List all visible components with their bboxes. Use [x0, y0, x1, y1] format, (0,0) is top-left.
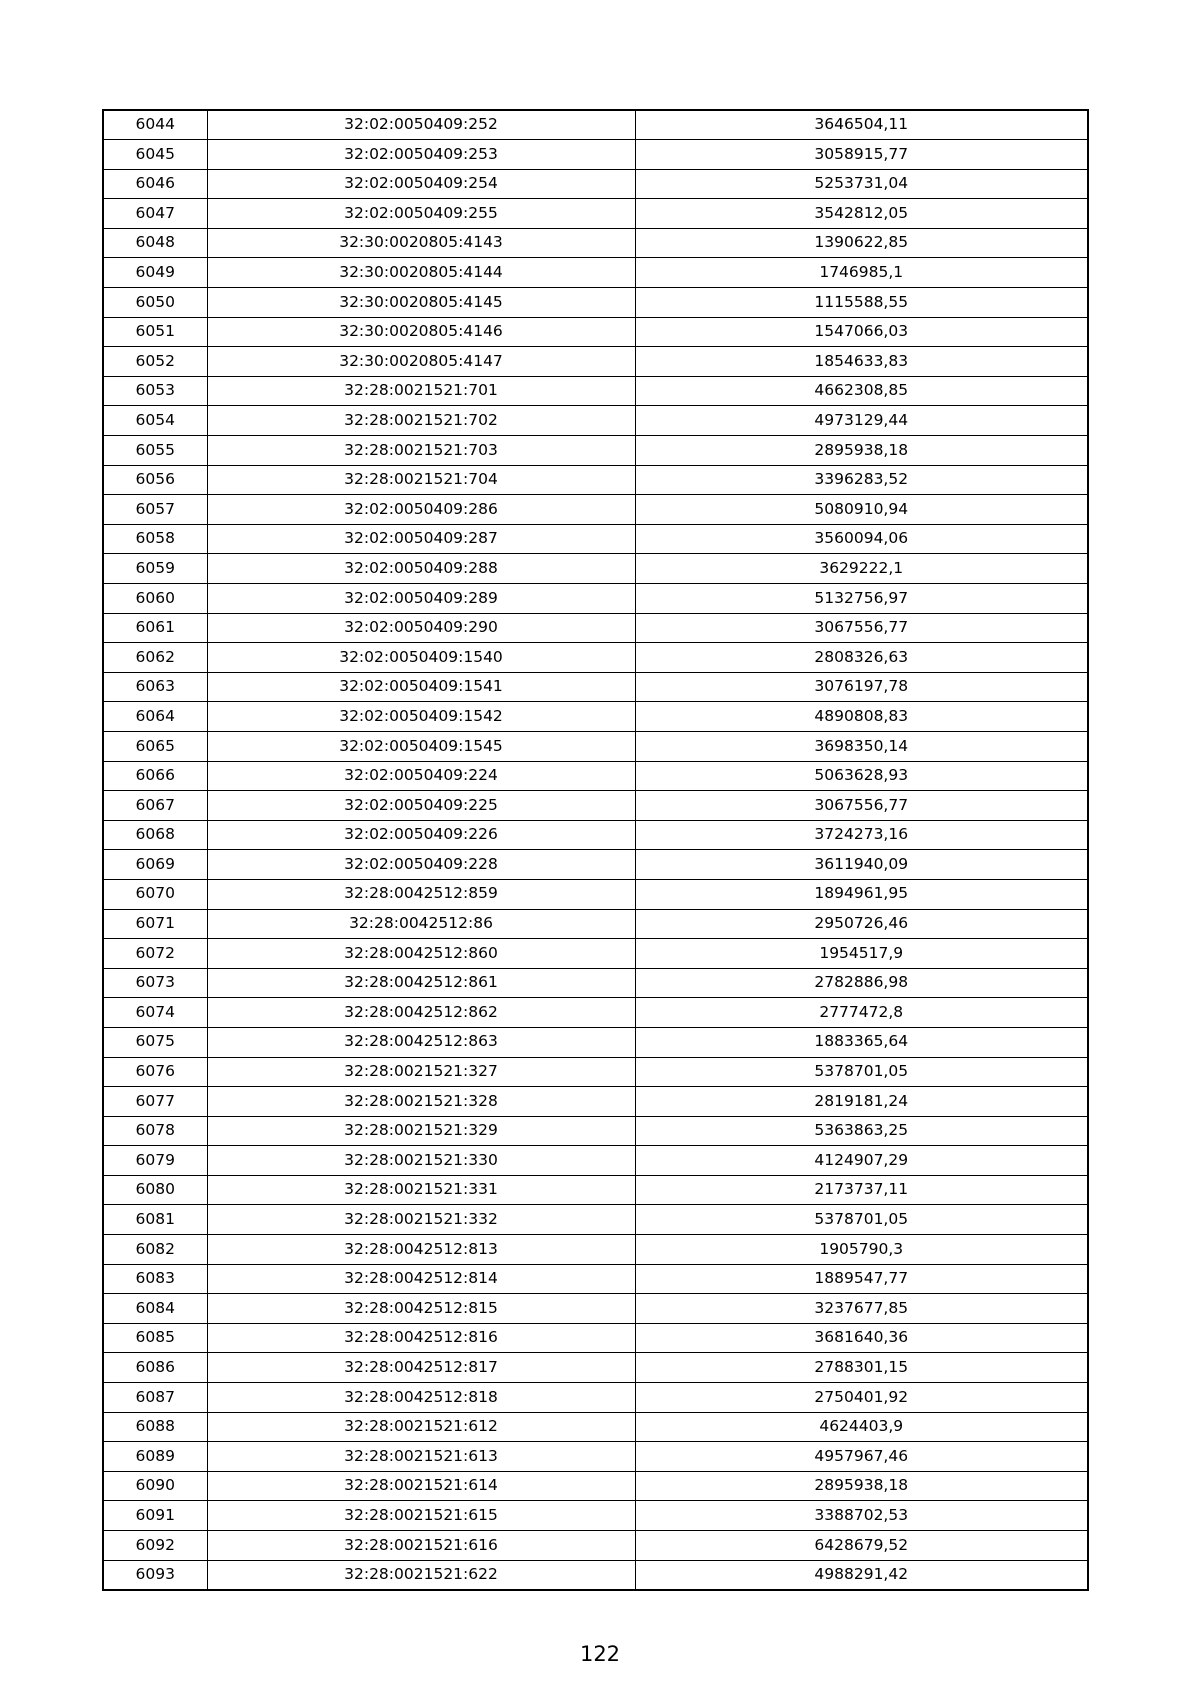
cadastral-number-cell: 32:02:0050409:226: [207, 820, 635, 850]
row-number-cell: 6064: [103, 702, 207, 732]
value-cell: 2782886,98: [635, 968, 1088, 998]
table-row: [103, 791, 1088, 821]
table-row: [103, 731, 1088, 761]
cadastral-number-cell: 32:28:0021521:614: [207, 1471, 635, 1501]
cadastral-number-cell: 32:30:0020805:4147: [207, 347, 635, 377]
cadastral-number-cell: 32:30:0020805:4143: [207, 228, 635, 258]
row-number-cell: 6083: [103, 1264, 207, 1294]
row-number-cell: 6059: [103, 554, 207, 584]
table-row: [103, 1027, 1088, 1057]
table-row: [103, 524, 1088, 554]
row-number-cell: 6065: [103, 731, 207, 761]
data-table-container: [102, 109, 1087, 1591]
value-cell: 4890808,83: [635, 702, 1088, 732]
row-number-cell: 6087: [103, 1383, 207, 1413]
table-row: [103, 909, 1088, 939]
value-cell: 2808326,63: [635, 643, 1088, 673]
table-row: [103, 1235, 1088, 1265]
table-row: [103, 1116, 1088, 1146]
table-row: [103, 998, 1088, 1028]
row-number-cell: 6074: [103, 998, 207, 1028]
cadastral-number-cell: 32:28:0042512:817: [207, 1353, 635, 1383]
value-cell: 2895938,18: [635, 436, 1088, 466]
row-number-cell: 6091: [103, 1501, 207, 1531]
table-row: [103, 643, 1088, 673]
value-cell: 3681640,36: [635, 1323, 1088, 1353]
cadastral-number-cell: 32:02:0050409:255: [207, 199, 635, 229]
cadastral-number-cell: 32:02:0050409:286: [207, 495, 635, 525]
row-number-cell: 6062: [103, 643, 207, 673]
row-number-cell: 6049: [103, 258, 207, 288]
value-cell: 4624403,9: [635, 1412, 1088, 1442]
row-number-cell: 6054: [103, 406, 207, 436]
row-number-cell: 6081: [103, 1205, 207, 1235]
table-row: [103, 850, 1088, 880]
row-number-cell: 6089: [103, 1442, 207, 1472]
cadastral-number-cell: 32:02:0050409:289: [207, 584, 635, 614]
table-row: [103, 1442, 1088, 1472]
cadastral-number-cell: 32:28:0042512:813: [207, 1235, 635, 1265]
table-row: [103, 465, 1088, 495]
table-row: [103, 347, 1088, 377]
value-cell: 4662308,85: [635, 376, 1088, 406]
value-cell: 3560094,06: [635, 524, 1088, 554]
cadastral-number-cell: 32:28:0021521:622: [207, 1560, 635, 1590]
row-number-cell: 6075: [103, 1027, 207, 1057]
cadastral-table: [102, 109, 1089, 1591]
table-row: [103, 1146, 1088, 1176]
value-cell: 2777472,8: [635, 998, 1088, 1028]
table-row: [103, 879, 1088, 909]
value-cell: 6428679,52: [635, 1531, 1088, 1561]
cadastral-number-cell: 32:28:0042512:86: [207, 909, 635, 939]
row-number-cell: 6067: [103, 791, 207, 821]
row-number-cell: 6071: [103, 909, 207, 939]
row-number-cell: 6085: [103, 1323, 207, 1353]
row-number-cell: 6048: [103, 228, 207, 258]
table-row: [103, 110, 1088, 140]
cadastral-number-cell: 32:02:0050409:224: [207, 761, 635, 791]
row-number-cell: 6063: [103, 672, 207, 702]
cadastral-number-cell: 32:02:0050409:1540: [207, 643, 635, 673]
cadastral-number-cell: 32:02:0050409:1542: [207, 702, 635, 732]
table-row: [103, 140, 1088, 170]
value-cell: 3698350,14: [635, 731, 1088, 761]
row-number-cell: 6057: [103, 495, 207, 525]
table-row: [103, 199, 1088, 229]
row-number-cell: 6077: [103, 1087, 207, 1117]
cadastral-number-cell: 32:02:0050409:252: [207, 110, 635, 140]
value-cell: 1547066,03: [635, 317, 1088, 347]
value-cell: 4988291,42: [635, 1560, 1088, 1590]
table-row: [103, 317, 1088, 347]
value-cell: 4957967,46: [635, 1442, 1088, 1472]
table-row: [103, 288, 1088, 318]
table-row: [103, 376, 1088, 406]
value-cell: 3237677,85: [635, 1294, 1088, 1324]
table-row: [103, 1560, 1088, 1590]
cadastral-number-cell: 32:28:0021521:612: [207, 1412, 635, 1442]
row-number-cell: 6044: [103, 110, 207, 140]
cadastral-number-cell: 32:28:0021521:703: [207, 436, 635, 466]
row-number-cell: 6068: [103, 820, 207, 850]
cadastral-number-cell: 32:28:0021521:328: [207, 1087, 635, 1117]
cadastral-number-cell: 32:28:0042512:862: [207, 998, 635, 1028]
page-number: 122: [579, 1642, 621, 1666]
table-row: [103, 1383, 1088, 1413]
cadastral-number-cell: 32:28:0042512:859: [207, 879, 635, 909]
value-cell: 3067556,77: [635, 791, 1088, 821]
value-cell: 3396283,52: [635, 465, 1088, 495]
value-cell: 2895938,18: [635, 1471, 1088, 1501]
table-row: [103, 1412, 1088, 1442]
cadastral-number-cell: 32:30:0020805:4145: [207, 288, 635, 318]
row-number-cell: 6080: [103, 1175, 207, 1205]
row-number-cell: 6088: [103, 1412, 207, 1442]
value-cell: 2788301,15: [635, 1353, 1088, 1383]
row-number-cell: 6090: [103, 1471, 207, 1501]
row-number-cell: 6066: [103, 761, 207, 791]
value-cell: 2950726,46: [635, 909, 1088, 939]
table-row: [103, 613, 1088, 643]
row-number-cell: 6082: [103, 1235, 207, 1265]
value-cell: 1746985,1: [635, 258, 1088, 288]
table-row: [103, 1323, 1088, 1353]
table-row: [103, 1471, 1088, 1501]
value-cell: 1905790,3: [635, 1235, 1088, 1265]
row-number-cell: 6079: [103, 1146, 207, 1176]
cadastral-number-cell: 32:02:0050409:287: [207, 524, 635, 554]
value-cell: 1115588,55: [635, 288, 1088, 318]
row-number-cell: 6047: [103, 199, 207, 229]
row-number-cell: 6056: [103, 465, 207, 495]
row-number-cell: 6045: [103, 140, 207, 170]
row-number-cell: 6046: [103, 169, 207, 199]
value-cell: 1889547,77: [635, 1264, 1088, 1294]
row-number-cell: 6076: [103, 1057, 207, 1087]
cadastral-number-cell: 32:28:0021521:330: [207, 1146, 635, 1176]
value-cell: 5063628,93: [635, 761, 1088, 791]
cadastral-number-cell: 32:28:0021521:332: [207, 1205, 635, 1235]
cadastral-number-cell: 32:02:0050409:1545: [207, 731, 635, 761]
row-number-cell: 6060: [103, 584, 207, 614]
table-row: [103, 1205, 1088, 1235]
row-number-cell: 6084: [103, 1294, 207, 1324]
table-row: [103, 1531, 1088, 1561]
cadastral-number-cell: 32:28:0042512:815: [207, 1294, 635, 1324]
value-cell: 1390622,85: [635, 228, 1088, 258]
value-cell: 2173737,11: [635, 1175, 1088, 1205]
value-cell: 3724273,16: [635, 820, 1088, 850]
row-number-cell: 6092: [103, 1531, 207, 1561]
table-row: [103, 228, 1088, 258]
value-cell: 3388702,53: [635, 1501, 1088, 1531]
cadastral-number-cell: 32:02:0050409:228: [207, 850, 635, 880]
value-cell: 1854633,83: [635, 347, 1088, 377]
cadastral-number-cell: 32:28:0021521:616: [207, 1531, 635, 1561]
row-number-cell: 6073: [103, 968, 207, 998]
value-cell: 5378701,05: [635, 1205, 1088, 1235]
table-row: [103, 1501, 1088, 1531]
cadastral-number-cell: 32:02:0050409:1541: [207, 672, 635, 702]
table-row: [103, 761, 1088, 791]
row-number-cell: 6069: [103, 850, 207, 880]
table-body: [103, 110, 1088, 1590]
value-cell: 3629222,1: [635, 554, 1088, 584]
table-row: [103, 939, 1088, 969]
cadastral-number-cell: 32:28:0021521:702: [207, 406, 635, 436]
cadastral-number-cell: 32:28:0021521:615: [207, 1501, 635, 1531]
cadastral-number-cell: 32:28:0021521:704: [207, 465, 635, 495]
cadastral-number-cell: 32:28:0042512:814: [207, 1264, 635, 1294]
table-row: [103, 1353, 1088, 1383]
cadastral-number-cell: 32:30:0020805:4146: [207, 317, 635, 347]
table-row: [103, 554, 1088, 584]
cadastral-number-cell: 32:28:0042512:861: [207, 968, 635, 998]
row-number-cell: 6093: [103, 1560, 207, 1590]
table-row: [103, 1264, 1088, 1294]
cadastral-number-cell: 32:28:0021521:331: [207, 1175, 635, 1205]
value-cell: 5253731,04: [635, 169, 1088, 199]
table-row: [103, 1087, 1088, 1117]
row-number-cell: 6078: [103, 1116, 207, 1146]
cadastral-number-cell: 32:28:0042512:816: [207, 1323, 635, 1353]
table-row: [103, 584, 1088, 614]
row-number-cell: 6055: [103, 436, 207, 466]
value-cell: 3067556,77: [635, 613, 1088, 643]
cadastral-number-cell: 32:28:0021521:613: [207, 1442, 635, 1472]
value-cell: 3076197,78: [635, 672, 1088, 702]
table-row: [103, 1175, 1088, 1205]
table-row: [103, 1294, 1088, 1324]
value-cell: 3542812,05: [635, 199, 1088, 229]
cadastral-number-cell: 32:02:0050409:253: [207, 140, 635, 170]
row-number-cell: 6052: [103, 347, 207, 377]
value-cell: 1883365,64: [635, 1027, 1088, 1057]
value-cell: 4973129,44: [635, 406, 1088, 436]
row-number-cell: 6050: [103, 288, 207, 318]
table-row: [103, 820, 1088, 850]
value-cell: 4124907,29: [635, 1146, 1088, 1176]
row-number-cell: 6051: [103, 317, 207, 347]
table-row: [103, 968, 1088, 998]
cadastral-number-cell: 32:28:0042512:863: [207, 1027, 635, 1057]
value-cell: 5378701,05: [635, 1057, 1088, 1087]
cadastral-number-cell: 32:28:0042512:818: [207, 1383, 635, 1413]
cadastral-number-cell: 32:02:0050409:288: [207, 554, 635, 584]
cadastral-number-cell: 32:28:0042512:860: [207, 939, 635, 969]
value-cell: 2750401,92: [635, 1383, 1088, 1413]
value-cell: 1894961,95: [635, 879, 1088, 909]
row-number-cell: 6086: [103, 1353, 207, 1383]
value-cell: 5080910,94: [635, 495, 1088, 525]
value-cell: 5363863,25: [635, 1116, 1088, 1146]
row-number-cell: 6053: [103, 376, 207, 406]
row-number-cell: 6058: [103, 524, 207, 554]
cadastral-number-cell: 32:02:0050409:290: [207, 613, 635, 643]
cadastral-number-cell: 32:30:0020805:4144: [207, 258, 635, 288]
value-cell: 2819181,24: [635, 1087, 1088, 1117]
table-row: [103, 672, 1088, 702]
row-number-cell: 6072: [103, 939, 207, 969]
cadastral-number-cell: 32:02:0050409:225: [207, 791, 635, 821]
cadastral-number-cell: 32:28:0021521:329: [207, 1116, 635, 1146]
value-cell: 3058915,77: [635, 140, 1088, 170]
table-row: [103, 169, 1088, 199]
value-cell: 3611940,09: [635, 850, 1088, 880]
cadastral-number-cell: 32:28:0021521:701: [207, 376, 635, 406]
cadastral-number-cell: 32:02:0050409:254: [207, 169, 635, 199]
table-row: [103, 258, 1088, 288]
table-row: [103, 1057, 1088, 1087]
table-row: [103, 495, 1088, 525]
row-number-cell: 6061: [103, 613, 207, 643]
value-cell: 3646504,11: [635, 110, 1088, 140]
row-number-cell: 6070: [103, 879, 207, 909]
table-row: [103, 436, 1088, 466]
cadastral-number-cell: 32:28:0021521:327: [207, 1057, 635, 1087]
table-row: [103, 406, 1088, 436]
value-cell: 5132756,97: [635, 584, 1088, 614]
table-row: [103, 702, 1088, 732]
value-cell: 1954517,9: [635, 939, 1088, 969]
